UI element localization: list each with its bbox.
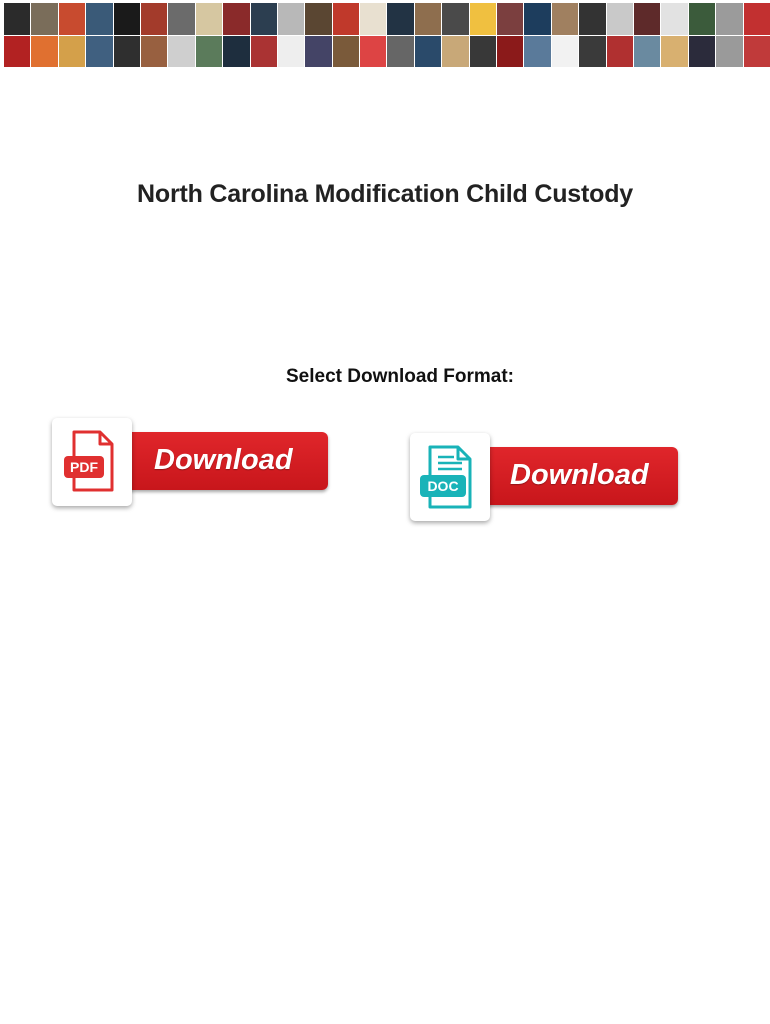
banner-thumbnail (415, 36, 441, 68)
banner-thumbnail (305, 36, 331, 68)
banner-thumbnail (168, 36, 194, 68)
banner-thumbnail (223, 3, 249, 35)
banner-thumbnail (59, 36, 85, 68)
banner-thumbnail (744, 3, 770, 35)
banner-thumbnail (579, 3, 605, 35)
banner-thumbnail (552, 3, 578, 35)
banner-thumbnail (4, 36, 30, 68)
banner-thumbnail (552, 36, 578, 68)
banner-thumbnail (442, 3, 468, 35)
banner-thumbnail (716, 3, 742, 35)
banner-thumbnail (744, 36, 770, 68)
select-format-label: Select Download Format: (285, 366, 515, 387)
banner-thumbnail (524, 3, 550, 35)
banner-thumbnail (634, 36, 660, 68)
banner-thumbnail (141, 36, 167, 68)
banner-thumbnail (661, 36, 687, 68)
thumbnail-banner (4, 3, 770, 67)
banner-thumbnail (251, 36, 277, 68)
banner-thumbnail (114, 3, 140, 35)
banner-thumbnail (278, 36, 304, 68)
banner-thumbnail (333, 36, 359, 68)
doc-file-icon (410, 433, 490, 521)
banner-thumbnail (333, 3, 359, 35)
banner-thumbnail (716, 36, 742, 68)
banner-thumbnail (4, 3, 30, 35)
banner-thumbnail (86, 3, 112, 35)
banner-thumbnail (442, 36, 468, 68)
banner-thumbnail (168, 3, 194, 35)
banner-thumbnail (415, 3, 441, 35)
banner-thumbnail (607, 36, 633, 68)
banner-thumbnail (278, 3, 304, 35)
doc-badge-text: DOC (427, 478, 459, 494)
pdf-download-button[interactable] (52, 418, 328, 508)
banner-thumbnail (59, 3, 85, 35)
banner-thumbnail (196, 36, 222, 68)
page-title: North Carolina Modification Child Custody (137, 180, 633, 208)
banner-thumbnail (689, 36, 715, 68)
banner-thumbnail (114, 36, 140, 68)
banner-thumbnail (497, 36, 523, 68)
banner-thumbnail (634, 3, 660, 35)
pdf-badge-text: PDF (70, 459, 98, 475)
doc-download-button[interactable] (410, 433, 678, 523)
banner-thumbnail (579, 36, 605, 68)
banner-thumbnail (31, 3, 57, 35)
banner-thumbnail (470, 36, 496, 68)
banner-thumbnail (251, 3, 277, 35)
banner-thumbnail (470, 3, 496, 35)
banner-thumbnail (196, 3, 222, 35)
banner-thumbnail (387, 3, 413, 35)
banner-thumbnail (661, 3, 687, 35)
doc-download-label: Download (468, 447, 678, 505)
banner-thumbnail (360, 3, 386, 35)
banner-thumbnail (305, 3, 331, 35)
banner-thumbnail (31, 36, 57, 68)
banner-thumbnail (497, 3, 523, 35)
pdf-download-label: Download (112, 432, 328, 490)
banner-thumbnail (360, 36, 386, 68)
banner-thumbnail (607, 3, 633, 35)
banner-thumbnail (689, 3, 715, 35)
banner-thumbnail (387, 36, 413, 68)
banner-thumbnail (86, 36, 112, 68)
banner-thumbnail (223, 36, 249, 68)
banner-thumbnail (141, 3, 167, 35)
banner-thumbnail (524, 36, 550, 68)
pdf-file-icon (52, 418, 132, 506)
